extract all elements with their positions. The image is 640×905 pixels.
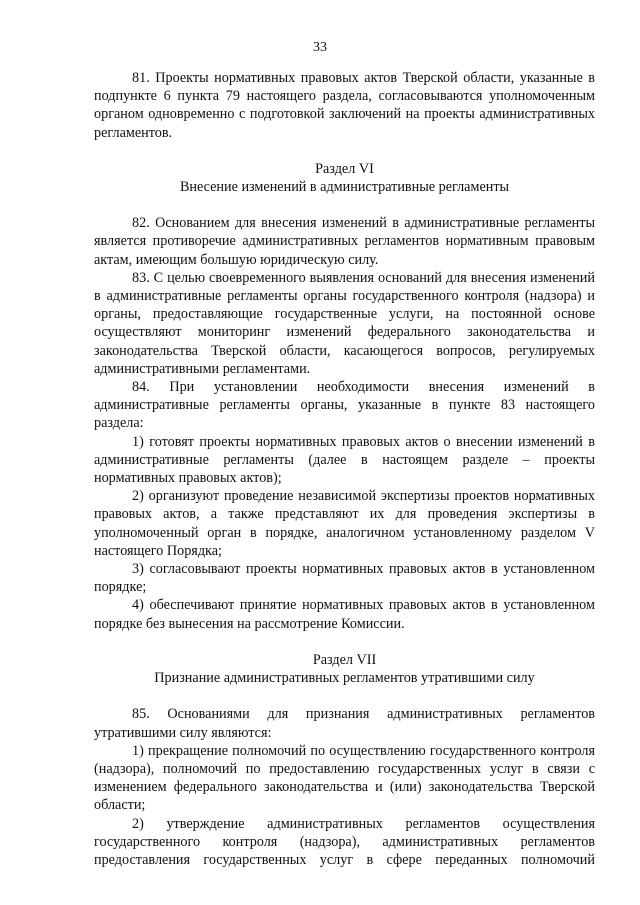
paragraph-81: 81. Проекты нормативных правовых актов Тверской области, указанные в подпункте 6 пункта 79 настоящего раздела, согласовываются уполномоченным органом одновременно с подготовкой заключений на проекты административных регламентов. — [94, 70, 595, 141]
page-number: 33 — [313, 40, 327, 55]
paragraph-85-item-2: 2) утверждение административных регламентов осуществления государственного контроля (надзора), административных регламентов предоставления государственных услуг в сфере переданных полномочий — [94, 815, 595, 868]
section-6-title: Внесение изменений в административные регламенты — [179, 179, 510, 196]
paragraph-84-item-3: 3) согласовывают проекты нормативных правовых актов в установленном порядке; — [94, 561, 595, 596]
section-7-title: Признание административных регламентов утратившими силу — [154, 670, 535, 687]
paragraph-85-item-1: 1) прекращение полномочий по осуществлению государственного контроля (надзора), полномочий по предоставлению государственных услуг в связи с изменением федерального законодательства и (или) законодательства Тверской области; — [94, 742, 595, 814]
paragraph-84: 84. При установлении необходимости внесения изменений в административные регламенты органы, указанные в пункте 83 настоящего раздела: — [94, 379, 595, 432]
document-body — [94, 69, 595, 869]
paragraph-83: 83. С целью своевременного выявления оснований для внесения изменений в административные регламенты органы государственного контроля (надзора) и органы, предоставляющие государственные услуги, на постоянной основе осуществляют мониторинг изменений федерального законодательства и законодательства Тверской области, касающегося вопросов, регулируемых административными регламентами. — [94, 269, 595, 377]
section-6-heading: Раздел VI — [315, 160, 374, 177]
paragraph-84-item-4: 4) обеспечивают принятие нормативных правовых актов в установленном порядке без вынесения на рассмотрение Комиссии. — [94, 597, 595, 632]
paragraph-84-item-1: 1) готовят проекты нормативных правовых актов о внесении изменений в административные регламенты (далее в настоящем разделе – проекты нормативных правовых актов); — [94, 433, 595, 487]
paragraph-84-item-2: 2) организуют проведение независимой экспертизы проектов нормативных правовых актов, а также представляют их для проведения экспертизы в уполномоченный орган в порядке, аналогичном установленному разделом V настоящего Порядка; — [94, 488, 595, 559]
paragraph-85: 85. Основаниями для признания административных регламентов утратившими силу являются: — [94, 706, 595, 741]
section-7-heading: Раздел VII — [312, 651, 377, 668]
paragraph-82: 82. Основанием для внесения изменений в административные регламенты является противоречие административных регламентов нормативным правовым актам, имеющим большую юридическую силу. — [94, 215, 595, 268]
